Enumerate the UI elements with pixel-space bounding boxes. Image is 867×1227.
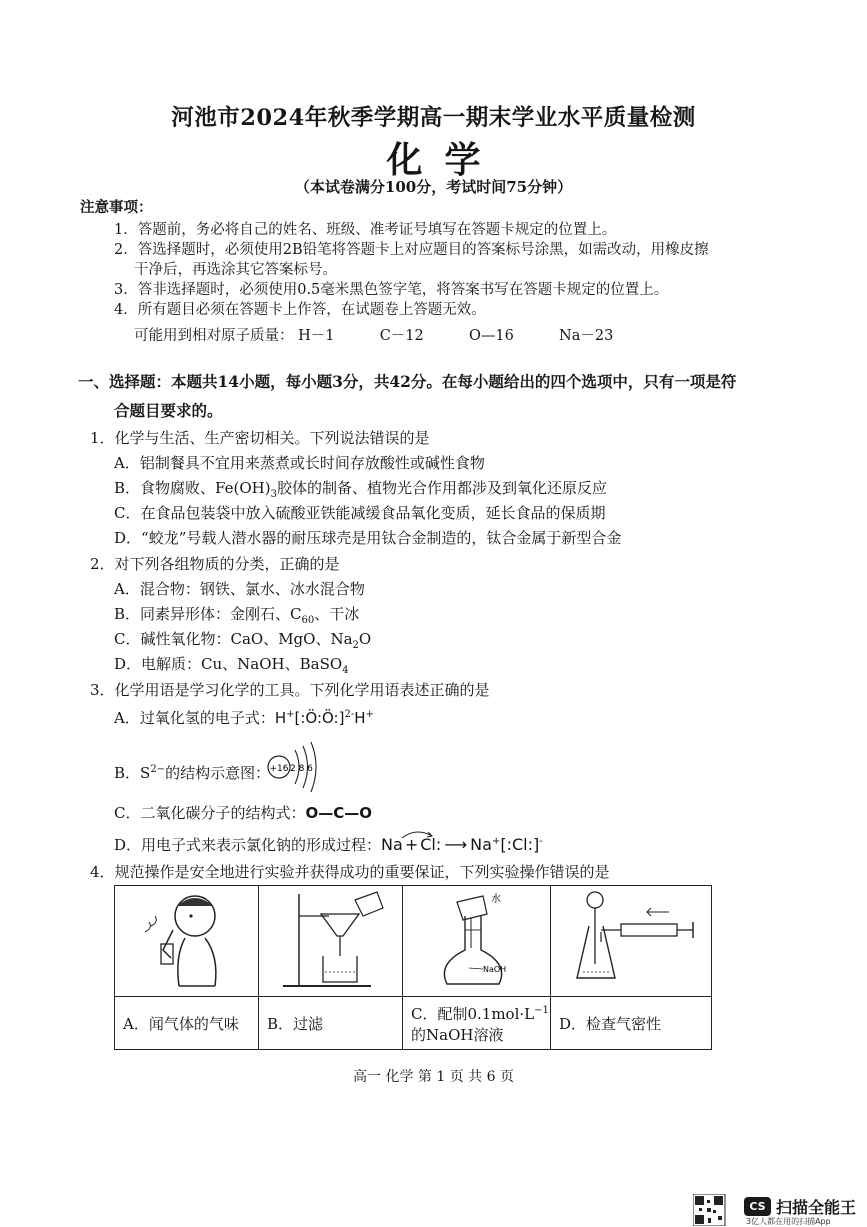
atomic-label: 可能用到相对原子质量： [134, 328, 294, 344]
notice-item-3: 3．答非选择题时，必须使用0.5毫米黑色签字笔，将答案书写在答题卡规定的位置上。 [114, 282, 669, 298]
q2-option-b [114, 603, 359, 626]
water-label: 水 [491, 894, 501, 905]
q1-b-sub: 3 [270, 489, 277, 500]
caption-b: B．过滤 [259, 997, 403, 1050]
q1-option-d: D．“蛟龙”号载人潜水器的耐压球壳是用钛合金制造的，钛合金属于新型合金 [114, 529, 622, 547]
atomic-mass-line [134, 324, 613, 345]
q1-stem: 1．化学与生活、生产密切相关。下列说法错误的是 [90, 429, 430, 447]
sulfur-structure-diagram [265, 738, 325, 796]
notice-item-1: 1．答题前，务必将自己的姓名、班级、准考证号填写在答题卡规定的位置上。 [114, 222, 617, 238]
q3-c-label: C．二氧化碳分子的结构式： [114, 804, 306, 822]
section-heading: 一、选择题：本题共14小题，每小题3分，共42分。在每小题给出的四个选项中，只有一项是符 [78, 372, 737, 391]
q1-option-c: C．在食品包装袋中放入硫酸亚铁能减缓食品氧化变质，延长食品的保质期 [114, 504, 606, 522]
q3-option-b [114, 762, 270, 783]
subject-title: 化学 [386, 139, 503, 181]
q2-stem: 2．对下列各组物质的分类，正确的是 [90, 555, 340, 573]
cell-filtration [259, 886, 403, 997]
exam-note: （本试卷满分100分，考试时间75分钟） [294, 178, 573, 196]
q2-c-pre: C．碱性氧化物：CaO、MgO、Na [114, 630, 353, 648]
caption-c-line1: C．配制0.1mol·L [411, 1005, 535, 1023]
q3-d-cl2-charge: - [539, 836, 543, 847]
q1-option-b [114, 477, 607, 500]
caption-c-line2: 的NaOH溶液 [411, 1026, 504, 1044]
q1-b-post: 胶体的制备、植物光合作用都涉及到氧化还原反应 [276, 479, 607, 497]
q3-a-charge: 2- [344, 709, 355, 720]
q3-b-charge: 2− [150, 764, 166, 775]
notice-heading: 注意事项： [80, 200, 153, 216]
exam-title: 河池市2024年秋季学期高一期末学业水平质量检测 [171, 105, 696, 131]
notice-item-2-cont: 干净后，再选涂其它答案标号。 [134, 262, 337, 278]
q3-a-h1: H [274, 709, 287, 727]
atomic-o: O—16 [468, 328, 514, 344]
camscanner-logo-icon: CS [744, 1197, 771, 1216]
q3-c-formula: O—C—O [305, 804, 372, 822]
q3-d-label: D．用电子式来表示氯化钠的形成过程： [114, 836, 382, 854]
caption-a: A．闻气体的气味 [115, 997, 259, 1050]
filtration-illustration [259, 886, 399, 992]
electron-transfer-arc-icon [398, 827, 438, 839]
q3-option-c [114, 802, 372, 823]
caption-d: D．检查气密性 [551, 997, 712, 1050]
nucleus-label: +16 [269, 764, 289, 774]
q3-d-na2: Na [470, 835, 492, 854]
q3-a-plus2: + [365, 709, 374, 720]
experiment-table [114, 885, 712, 1050]
smell-gas-illustration [115, 886, 255, 992]
notice-item-4: 4．所有题目必须在答题卡上作答，在试题卷上答题无效。 [114, 302, 486, 318]
q2-c-sub: 2 [352, 640, 359, 651]
atomic-h: H－1 [298, 328, 335, 344]
q3-option-d [114, 834, 543, 855]
q3-stem: 3．化学用语是学习化学的工具。下列化学用语表述正确的是 [90, 681, 490, 699]
arrow-icon: ⟶ [444, 835, 468, 854]
q3-a-plus: + [286, 709, 295, 720]
cell-smell-gas [115, 886, 259, 997]
q3-b-pre: B．S [114, 764, 151, 782]
camscanner-tagline: 3亿人都在用的扫描App [746, 1217, 831, 1226]
atomic-c: C－12 [379, 328, 424, 344]
caption-c-sup: −1 [534, 1005, 549, 1016]
qr-code-icon [693, 1194, 737, 1226]
q3-option-a [114, 707, 374, 728]
page-footer: 高一 化学 第 1 页 共 6 页 [353, 1069, 514, 1085]
q3-d-cl2: [:Cl:] [500, 835, 540, 854]
caption-c [403, 997, 551, 1050]
q3-d-cl: Cl: [420, 835, 442, 854]
atomic-na: Na－23 [559, 328, 614, 344]
q3-a-bracket: [:Ö:Ö:] [294, 709, 345, 727]
section-heading-cont: 合题目要求的。 [114, 401, 223, 420]
cell-airtightness [551, 886, 712, 997]
q3-d-na: Na [381, 835, 403, 854]
q3-d-plus: + [404, 835, 419, 854]
q3-d-na2-charge: + [491, 836, 501, 847]
camscanner-name: 扫描全能王 [776, 1198, 857, 1217]
q3-a-label: A．过氧化氢的电子式： [114, 709, 275, 727]
q2-option-a: A．混合物：钢铁、氯水、冰水混合物 [114, 580, 365, 598]
cell-solution-prep [403, 886, 551, 997]
shell-electrons: 2 8 6 [290, 764, 313, 774]
notice-item-2: 2．答选择题时，必须使用2B铅笔将答题卡上对应题目的答案标号涂黑，如需改动，用橡皮擦 [114, 242, 709, 258]
q2-d-sub: 4 [342, 665, 349, 676]
q2-b-post: 、干冰 [314, 605, 360, 623]
q2-option-d [114, 653, 349, 676]
q1-b-pre: B．食物腐败、Fe(OH) [114, 479, 271, 497]
q3-b-post: 的结构示意图： [165, 764, 271, 782]
q2-b-sub: 60 [301, 615, 315, 626]
q2-option-c [114, 628, 371, 651]
volumetric-flask-illustration [403, 886, 547, 992]
naoh-label: NaOH [483, 965, 507, 974]
q2-d-pre: D．电解质：Cu、NaOH、BaSO [114, 655, 343, 673]
q1-option-a: A．铝制餐具不宜用来蒸煮或长时间存放酸性或碱性食物 [114, 454, 485, 472]
q4-stem: 4．规范操作是安全地进行实验并获得成功的重要保证，下列实验操作错误的是 [90, 863, 610, 881]
q2-c-post: O [358, 630, 372, 648]
q3-a-h2: H [354, 709, 366, 727]
q2-b-pre: B．同素异形体：金刚石、C [114, 605, 302, 623]
airtightness-check-illustration [551, 886, 711, 992]
